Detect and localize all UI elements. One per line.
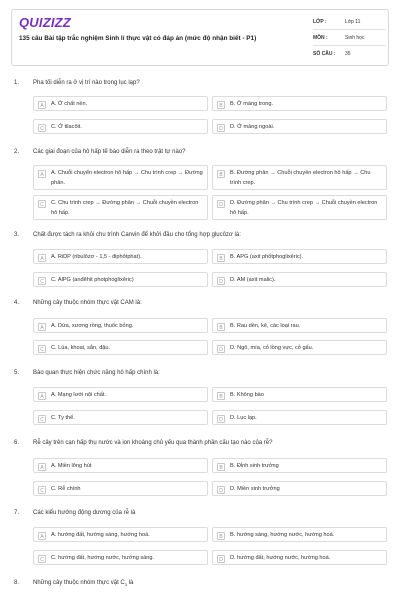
option-text: B. Đường phân → Chuỗi chuyền electron hô hấp → Chu trình crep.	[230, 170, 371, 186]
option-c[interactable]	[33, 272, 208, 287]
option-a[interactable]	[33, 96, 208, 111]
option-letter: C	[38, 415, 46, 423]
option-text: B. hướng sáng, hướng nước, hướng hoá.	[230, 532, 335, 538]
option-letter: C	[38, 124, 46, 132]
option-letter: A	[38, 254, 46, 262]
option-b[interactable]	[212, 249, 387, 264]
option-letter: B	[217, 463, 225, 471]
meta-row-subject	[313, 30, 385, 46]
question-number: 3.	[14, 232, 20, 238]
question-number: 2.	[14, 149, 20, 155]
option-text: C. Rễ chính	[51, 486, 81, 492]
option-text: B. Không bào	[230, 392, 264, 398]
option-letter: D	[217, 277, 225, 285]
option-text: D. Ở màng ngoài.	[230, 124, 275, 130]
question-text-main: Những cây thuộc nhóm thực vật C	[33, 580, 125, 586]
meta-value: Sinh học	[345, 35, 365, 41]
option-letter: A	[38, 532, 46, 540]
option-text: A. RiDP (ribulôzơ - 1,5 - điphôtphat).	[51, 254, 142, 260]
option-c[interactable]	[33, 481, 208, 496]
option-text: B. Rau dền, kê, các loại rau.	[230, 323, 301, 329]
option-text: A. Ở chất nền.	[51, 101, 88, 107]
question-text: Rễ cây trên cạn hấp thụ nước và ion khoáng chủ yếu qua thành phần cấu tạo nào của rễ?	[33, 440, 273, 446]
question-text: Những cây thuộc nhóm thực vật CAM là:	[33, 300, 142, 306]
option-a[interactable]	[33, 318, 208, 333]
question-text: Pha tối diễn ra ở vị trí nào trong lục lạp?	[33, 80, 140, 86]
question-text-subscript: 3	[124, 582, 127, 588]
meta-row-count	[313, 46, 385, 62]
option-text: D. Lục lạp.	[230, 415, 257, 421]
meta-label: MÔN :	[313, 35, 328, 41]
question-number: 7.	[14, 510, 20, 516]
option-d[interactable]	[212, 410, 387, 425]
option-c[interactable]	[33, 550, 208, 565]
meta-value: 35	[345, 51, 351, 57]
option-letter: C	[38, 486, 46, 494]
option-a[interactable]	[33, 249, 208, 264]
question-number: 4.	[14, 300, 20, 306]
option-text: D. Đường phân → Chu trình crep → Chuỗi chuyền electron hô hấp.	[230, 200, 378, 216]
question-text	[33, 580, 383, 587]
question-text: Các kiểu hướng động dương của rễ là	[33, 510, 136, 516]
option-letter: B	[217, 323, 225, 331]
option-a[interactable]	[33, 387, 208, 402]
option-letter: A	[38, 463, 46, 471]
option-text: A. Miền lông hút	[51, 463, 92, 469]
worksheet-title: 135 câu Bài tập trắc nghiệm Sinh lí thực vật có đáp án (mức độ nhận biết - P1)	[19, 35, 257, 42]
option-b[interactable]	[212, 527, 387, 542]
option-d[interactable]	[212, 481, 387, 496]
option-b[interactable]	[212, 387, 387, 402]
option-letter: C	[38, 345, 46, 353]
question-text: Các giai đoạn của hô hấp tế bào diễn ra theo trật tự nào?	[33, 149, 186, 155]
question-number: 8.	[14, 580, 20, 586]
option-letter: D	[217, 345, 225, 353]
option-text: A. hướng đất, hướng sáng, hướng hoá.	[51, 532, 150, 538]
question-text-tail: là	[126, 580, 134, 586]
option-letter: A	[38, 323, 46, 331]
option-d[interactable]	[212, 340, 387, 355]
option-letter: C	[38, 200, 46, 208]
option-letter: B	[217, 170, 225, 178]
option-c[interactable]	[33, 195, 208, 220]
option-letter: B	[217, 532, 225, 540]
meta-label: SỐ CÂU :	[313, 51, 336, 57]
option-text: D. hướng đất, hướng nước, hướng hoá.	[230, 555, 331, 561]
option-b[interactable]	[212, 165, 387, 190]
option-a[interactable]	[33, 527, 208, 542]
option-text: A. Mạng lưới nội chất.	[51, 392, 106, 398]
option-letter: B	[217, 392, 225, 400]
option-text: D. AM (axit malic).	[230, 277, 276, 283]
option-text: D. Ngô, mía, cỏ lồng vực, cỏ gấu.	[230, 345, 314, 351]
meta-row-class	[313, 14, 385, 30]
option-letter: A	[38, 392, 46, 400]
option-c[interactable]	[33, 119, 208, 134]
question-text: Chất được tách ra khỏi chu trình Canvin để khởi đầu cho tổng hợp glucôzơ là:	[33, 232, 241, 238]
option-d[interactable]	[212, 195, 387, 220]
option-text: B. APG (axit phốtphoglixêric).	[230, 254, 304, 260]
option-letter: A	[38, 101, 46, 109]
worksheet-header	[11, 9, 389, 66]
option-text: A. Chuỗi chuyển electron hô hấp → Chu trình crep → Đường phân.	[51, 170, 203, 186]
option-letter: D	[217, 415, 225, 423]
option-text: C. Ty thể.	[51, 415, 75, 421]
option-text: C. hướng đất, hướng nước, hướng sáng.	[51, 555, 155, 561]
option-letter: D	[217, 555, 225, 563]
option-b[interactable]	[212, 96, 387, 111]
option-text: C. Chu trình crep → Đường phân → Chuỗi chuyền electron hô hấp.	[51, 200, 199, 216]
option-b[interactable]	[212, 458, 387, 473]
option-letter: B	[217, 254, 225, 262]
question-number: 6.	[14, 440, 20, 446]
question-number: 5.	[14, 370, 20, 376]
option-d[interactable]	[212, 272, 387, 287]
question-text: Bào quan thực hiện chức năng hô hấp chính là:	[33, 370, 160, 376]
quizizz-logo: QUIZIZZ	[19, 15, 71, 30]
option-c[interactable]	[33, 340, 208, 355]
question-number: 1.	[14, 80, 20, 86]
option-a[interactable]	[33, 165, 208, 190]
option-letter: D	[217, 486, 225, 494]
worksheet-meta	[313, 14, 385, 62]
option-c[interactable]	[33, 410, 208, 425]
option-d[interactable]	[212, 119, 387, 134]
option-letter: D	[217, 124, 225, 132]
option-text: A. Dứa, xương rồng, thuốc bỏng.	[51, 323, 134, 329]
meta-label: LỚP :	[313, 19, 327, 25]
option-a[interactable]	[33, 458, 208, 473]
option-text: C. AlPG (anđêhit photphoglixêric)	[51, 277, 134, 283]
option-letter: A	[38, 170, 46, 178]
option-text: B. Ở màng trong.	[230, 101, 274, 107]
option-letter: B	[217, 101, 225, 109]
option-text: C. Ở tilacôit.	[51, 124, 82, 130]
option-text: B. Đỉnh sinh trưởng	[230, 463, 279, 469]
option-letter: C	[38, 555, 46, 563]
option-text: D. Miền sinh trưởng	[230, 486, 280, 492]
option-letter: D	[217, 200, 225, 208]
option-b[interactable]	[212, 318, 387, 333]
option-text: C. Lúa, khoai, sắn, đậu.	[51, 345, 111, 351]
meta-value: Lớp 11	[345, 19, 361, 25]
option-d[interactable]	[212, 550, 387, 565]
option-letter: C	[38, 277, 46, 285]
